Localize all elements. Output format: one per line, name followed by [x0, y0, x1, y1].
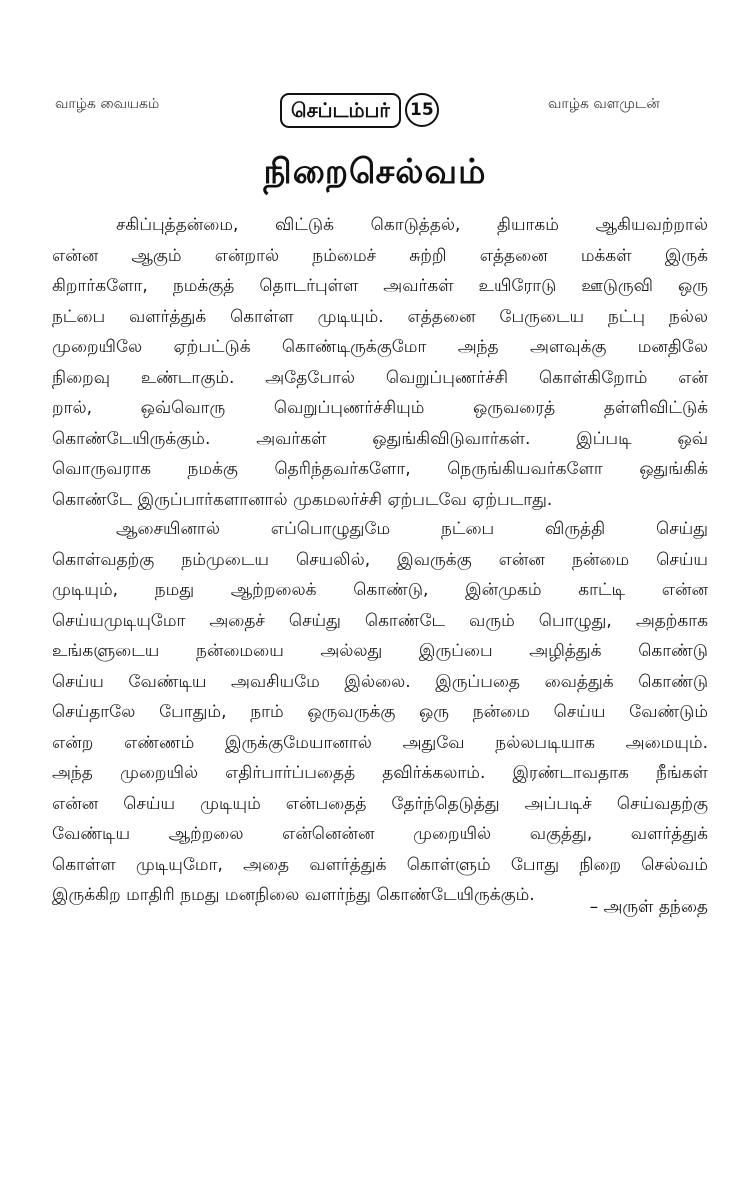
text-line: அந்த முறையில் எதிர்பார்ப்பதைத் தவிர்க்கலாம். இரண்டாவதாக நீங்கள் — [52, 763, 708, 783]
text-line: செய்யமுடியுமோ அதைச் செய்து கொண்டே வரும் பொழுது, அதற்காக — [52, 610, 708, 631]
text-line: நட்பை வளர்த்துக் கொள்ள முடியும். எத்தனை பேருடைய நட்பு நல்ல — [52, 306, 708, 327]
text-line: கிறார்களோ, நமக்குத் தொடர்புள்ள அவர்கள் உயிரோடு ஊடுருவி ஒரு — [52, 276, 708, 296]
text-line: கொள்ள முடியுமோ, அதை வளர்த்துக் கொள்ளும் போது நிறை செல்வம் — [52, 854, 708, 875]
text-line: செய்தாலே போதும், நாம் ஒருவருக்கு ஒரு நன்மை செய்ய வேண்டும் — [52, 702, 708, 722]
text-line: என்ன ஆகும் என்றால் நம்மைச் சுற்றி எத்தனை மக்கள் இருக் — [52, 245, 708, 266]
date-badge — [280, 92, 439, 128]
paragraph-2 — [52, 514, 708, 911]
text-line: கொண்டே இருப்பார்களானால் முகமலர்ச்சி ஏற்படவே ஏற்படாது. — [52, 489, 553, 510]
text-line: சகிப்புத்தன்மை, விட்டுக் கொடுத்தல், தியாகம் ஆகியவற்றால் — [116, 215, 708, 235]
page-title: நிறைசெல்வம் — [263, 152, 487, 192]
day-number: 15 — [405, 93, 439, 127]
text-line: வேண்டிய ஆற்றலை என்னென்ன முறையில் வகுத்து, வளர்த்துக் — [52, 824, 708, 844]
header-left-motto: வாழ்க வையகம் — [55, 96, 160, 112]
text-line: என்ற எண்ணம் இருக்குமேயானால் அதுவே நல்லபடியாக அமையும். — [52, 732, 708, 753]
text-line: உங்களுடைய நன்மையை அல்லது இருப்பை அழித்துக் கொண்டு — [52, 641, 708, 661]
text-line: வொருவராக நமக்கு தெரிந்தவர்களோ, நெருங்கியவர்களோ ஒதுங்கிக் — [52, 459, 708, 479]
author-signature: – அருள் தந்தை — [589, 897, 708, 917]
text-line: இருக்கிற மாதிரி நமது மனநிலை வளர்ந்து கொண்டேயிருக்கும். — [52, 885, 535, 905]
text-line: றால், ஒவ்வொரு வெறுப்புணர்ச்சியும் ஒருவரைத் தள்ளிவிட்டுக் — [52, 398, 708, 418]
month-label: செப்டம்பர் — [280, 93, 401, 128]
text-line: கொள்வதற்கு நம்முடைய செயலில், இவருக்கு என்ன நன்மை செய்ய — [52, 549, 708, 570]
text-line: நிறைவு உண்டாகும். அதேபோல் வெறுப்புணர்ச்சி கொள்கிறோம் என் — [52, 367, 708, 388]
text-line: செய்ய வேண்டிய அவசியமே இல்லை. இருப்பதை வைத்துக் கொண்டு — [52, 671, 708, 692]
header-right-motto: வாழ்க வளமுடன் — [548, 96, 660, 112]
text-line: என்ன செய்ய முடியும் என்பதைத் தேர்ந்தெடுத்து அப்படிச் செய்வதற்கு — [52, 793, 708, 814]
text-line: கொண்டேயிருக்கும். அவர்கள் ஒதுங்கிவிடுவார்கள். இப்படி ஒவ் — [52, 428, 708, 449]
text-line: முடியும், நமது ஆற்றலைக் கொண்டு, இன்முகம் காட்டி என்ன — [52, 580, 708, 600]
text-line: முறையிலே ஏற்பட்டுக் கொண்டிருக்குமோ அந்த அளவுக்கு மனதிலே — [52, 337, 708, 357]
text-line: ஆசையினால் எப்பொழுதுமே நட்பை விருத்தி செய்து — [116, 519, 708, 539]
paragraph-1 — [52, 210, 708, 515]
